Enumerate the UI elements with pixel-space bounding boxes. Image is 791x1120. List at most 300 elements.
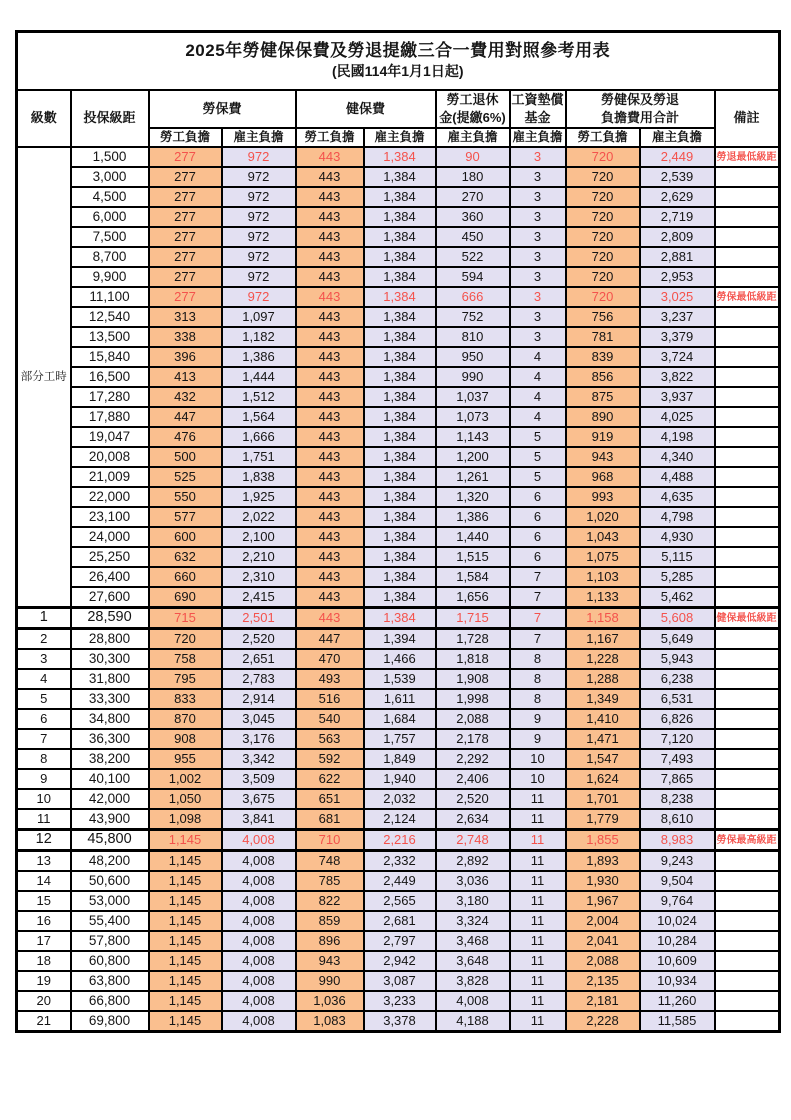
value-cell: 1,547 — [566, 749, 640, 769]
bracket-cell: 66,800 — [71, 991, 149, 1011]
value-cell: 443 — [296, 227, 364, 247]
value-cell: 5 — [510, 467, 566, 487]
value-cell: 450 — [436, 227, 510, 247]
table-row — [17, 507, 780, 527]
value-cell: 1,384 — [364, 547, 436, 567]
bracket-cell: 13,500 — [71, 327, 149, 347]
remark-cell — [715, 347, 780, 367]
value-cell: 710 — [296, 830, 364, 851]
header-total-line2: 負擔費用合計 — [600, 110, 679, 125]
value-cell: 3 — [510, 307, 566, 327]
value-cell: 919 — [566, 427, 640, 447]
remark-cell — [715, 729, 780, 749]
value-cell: 1,384 — [364, 427, 436, 447]
remark-cell — [715, 367, 780, 387]
value-cell: 1,466 — [364, 649, 436, 669]
value-cell: 1,143 — [436, 427, 510, 447]
value-cell: 1,384 — [364, 608, 436, 629]
bracket-cell: 57,800 — [71, 931, 149, 951]
value-cell: 990 — [296, 971, 364, 991]
value-cell: 3,379 — [640, 327, 715, 347]
value-cell: 1,384 — [364, 147, 436, 167]
value-cell: 943 — [296, 951, 364, 971]
value-cell: 720 — [566, 187, 640, 207]
value-cell: 822 — [296, 891, 364, 911]
value-cell: 1,684 — [364, 709, 436, 729]
remark-cell — [715, 789, 780, 809]
header-level: 級數 — [17, 90, 71, 147]
remark-cell — [715, 669, 780, 689]
value-cell: 1,384 — [364, 467, 436, 487]
value-cell: 758 — [149, 649, 222, 669]
value-cell: 1,167 — [566, 629, 640, 650]
value-cell: 1,384 — [364, 587, 436, 608]
level-cell: 4 — [17, 669, 71, 689]
remark-cell — [715, 447, 780, 467]
header-total — [566, 90, 715, 128]
table-row — [17, 769, 780, 789]
value-cell: 972 — [222, 207, 296, 227]
value-cell: 9,764 — [640, 891, 715, 911]
subheader-health-employer: 雇主負擔 — [364, 128, 436, 147]
value-cell: 277 — [149, 207, 222, 227]
value-cell: 313 — [149, 307, 222, 327]
value-cell: 277 — [149, 147, 222, 167]
value-cell: 1,098 — [149, 809, 222, 830]
value-cell: 1,384 — [364, 287, 436, 307]
value-cell: 2,520 — [222, 629, 296, 650]
value-cell: 2,415 — [222, 587, 296, 608]
remark-cell — [715, 629, 780, 650]
value-cell: 443 — [296, 287, 364, 307]
table-row — [17, 447, 780, 467]
level-cell: 15 — [17, 891, 71, 911]
value-cell: 11,260 — [640, 991, 715, 1011]
value-cell: 720 — [566, 147, 640, 167]
table-row — [17, 871, 780, 891]
value-cell: 1,666 — [222, 427, 296, 447]
value-cell: 2,748 — [436, 830, 510, 851]
value-cell: 1,893 — [566, 851, 640, 872]
value-cell: 4,008 — [222, 871, 296, 891]
title-cell — [17, 32, 780, 91]
value-cell: 1,145 — [149, 871, 222, 891]
value-cell: 3,342 — [222, 749, 296, 769]
value-cell: 3,828 — [436, 971, 510, 991]
value-cell: 9,243 — [640, 851, 715, 872]
value-cell: 5,649 — [640, 629, 715, 650]
bracket-cell: 23,100 — [71, 507, 149, 527]
value-cell: 6,826 — [640, 709, 715, 729]
value-cell: 2,565 — [364, 891, 436, 911]
value-cell: 3,937 — [640, 387, 715, 407]
value-cell: 785 — [296, 871, 364, 891]
value-cell: 1,145 — [149, 971, 222, 991]
page-subtitle: (民國114年1月1日起) — [332, 63, 464, 80]
level-cell: 5 — [17, 689, 71, 709]
value-cell: 180 — [436, 167, 510, 187]
value-cell: 338 — [149, 327, 222, 347]
value-cell: 5 — [510, 427, 566, 447]
remark-cell — [715, 207, 780, 227]
level-cell: 21 — [17, 1011, 71, 1032]
bracket-cell: 33,300 — [71, 689, 149, 709]
value-cell: 4,008 — [222, 911, 296, 931]
value-cell: 1,075 — [566, 547, 640, 567]
table-row — [17, 729, 780, 749]
bracket-cell: 25,250 — [71, 547, 149, 567]
subheader-wage-fund-employer: 雇主負擔 — [510, 128, 566, 147]
value-cell: 443 — [296, 547, 364, 567]
value-cell: 443 — [296, 347, 364, 367]
value-cell: 2,210 — [222, 547, 296, 567]
table-row — [17, 427, 780, 447]
value-cell: 11 — [510, 951, 566, 971]
value-cell: 443 — [296, 207, 364, 227]
value-cell: 277 — [149, 167, 222, 187]
bracket-cell: 30,300 — [71, 649, 149, 669]
remark-cell: 勞保最低級距 — [715, 287, 780, 307]
value-cell: 1,083 — [296, 1011, 364, 1032]
value-cell: 4 — [510, 347, 566, 367]
bracket-cell: 27,600 — [71, 587, 149, 608]
bracket-cell: 12,540 — [71, 307, 149, 327]
value-cell: 1,838 — [222, 467, 296, 487]
value-cell: 5,115 — [640, 547, 715, 567]
remark-cell — [715, 247, 780, 267]
table-row — [17, 287, 780, 307]
value-cell: 2,651 — [222, 649, 296, 669]
bracket-cell: 69,800 — [71, 1011, 149, 1032]
value-cell: 4 — [510, 407, 566, 427]
value-cell: 972 — [222, 227, 296, 247]
header-row-main — [17, 90, 780, 128]
value-cell: 632 — [149, 547, 222, 567]
value-cell: 2,406 — [436, 769, 510, 789]
value-cell: 2,228 — [566, 1011, 640, 1032]
level-cell: 7 — [17, 729, 71, 749]
remark-cell — [715, 1011, 780, 1032]
value-cell: 1,145 — [149, 951, 222, 971]
table-row — [17, 247, 780, 267]
level-cell: 13 — [17, 851, 71, 872]
page-title: 2025年勞健保保費及勞退提繳三合一費用對照參考用表 — [185, 41, 611, 61]
remark-cell — [715, 567, 780, 587]
value-cell: 1,037 — [436, 387, 510, 407]
table-row — [17, 649, 780, 669]
value-cell: 470 — [296, 649, 364, 669]
value-cell: 3,724 — [640, 347, 715, 367]
value-cell: 1,584 — [436, 567, 510, 587]
value-cell: 11 — [510, 911, 566, 931]
value-cell: 11 — [510, 971, 566, 991]
value-cell: 875 — [566, 387, 640, 407]
value-cell: 3 — [510, 167, 566, 187]
value-cell: 9 — [510, 709, 566, 729]
value-cell: 3,045 — [222, 709, 296, 729]
value-cell: 720 — [566, 247, 640, 267]
value-cell: 1,384 — [364, 507, 436, 527]
value-cell: 3 — [510, 207, 566, 227]
value-cell: 833 — [149, 689, 222, 709]
bracket-cell: 20,008 — [71, 447, 149, 467]
bracket-cell: 40,100 — [71, 769, 149, 789]
value-cell: 1,384 — [364, 207, 436, 227]
value-cell: 2,520 — [436, 789, 510, 809]
value-cell: 6 — [510, 507, 566, 527]
value-cell: 8 — [510, 669, 566, 689]
bracket-cell: 34,800 — [71, 709, 149, 729]
value-cell: 1,515 — [436, 547, 510, 567]
value-cell: 2,449 — [640, 147, 715, 167]
value-cell: 2,634 — [436, 809, 510, 830]
value-cell: 2,539 — [640, 167, 715, 187]
value-cell: 7,865 — [640, 769, 715, 789]
subheader-pension-employer: 雇主負擔 — [436, 128, 510, 147]
level-cell: 12 — [17, 830, 71, 851]
table-row — [17, 669, 780, 689]
value-cell: 3 — [510, 227, 566, 247]
value-cell: 522 — [436, 247, 510, 267]
bracket-cell: 24,000 — [71, 527, 149, 547]
value-cell: 1,145 — [149, 830, 222, 851]
bracket-cell: 16,500 — [71, 367, 149, 387]
remark-cell — [715, 749, 780, 769]
value-cell: 4,488 — [640, 467, 715, 487]
value-cell: 1,656 — [436, 587, 510, 608]
bracket-cell: 43,900 — [71, 809, 149, 830]
level-cell: 18 — [17, 951, 71, 971]
table-row — [17, 991, 780, 1011]
value-cell: 1,471 — [566, 729, 640, 749]
value-cell: 3,509 — [222, 769, 296, 789]
remark-cell — [715, 407, 780, 427]
value-cell: 2,181 — [566, 991, 640, 1011]
value-cell: 1,751 — [222, 447, 296, 467]
remark-cell — [715, 587, 780, 608]
table-row — [17, 749, 780, 769]
value-cell: 3 — [510, 267, 566, 287]
value-cell: 1,145 — [149, 911, 222, 931]
value-cell: 856 — [566, 367, 640, 387]
value-cell: 1,384 — [364, 347, 436, 367]
remark-cell — [715, 709, 780, 729]
value-cell: 277 — [149, 227, 222, 247]
value-cell: 1,384 — [364, 387, 436, 407]
value-cell: 968 — [566, 467, 640, 487]
value-cell: 493 — [296, 669, 364, 689]
bracket-cell: 17,280 — [71, 387, 149, 407]
remark-cell — [715, 187, 780, 207]
value-cell: 859 — [296, 911, 364, 931]
value-cell: 2,022 — [222, 507, 296, 527]
bracket-cell: 21,009 — [71, 467, 149, 487]
remark-cell — [715, 689, 780, 709]
value-cell: 972 — [222, 147, 296, 167]
header-remark: 備註 — [715, 90, 780, 147]
value-cell: 11 — [510, 931, 566, 951]
value-cell: 11 — [510, 991, 566, 1011]
remark-cell — [715, 931, 780, 951]
value-cell: 5,462 — [640, 587, 715, 608]
table-row — [17, 1011, 780, 1032]
remark-cell — [715, 891, 780, 911]
value-cell: 1,386 — [222, 347, 296, 367]
value-cell: 4,008 — [222, 951, 296, 971]
value-cell: 1,611 — [364, 689, 436, 709]
value-cell: 4,930 — [640, 527, 715, 547]
value-cell: 1,036 — [296, 991, 364, 1011]
value-cell: 10,609 — [640, 951, 715, 971]
value-cell: 1,624 — [566, 769, 640, 789]
value-cell: 1,386 — [436, 507, 510, 527]
value-cell: 3,180 — [436, 891, 510, 911]
value-cell: 1,757 — [364, 729, 436, 749]
value-cell: 443 — [296, 487, 364, 507]
value-cell: 1,701 — [566, 789, 640, 809]
value-cell: 277 — [149, 267, 222, 287]
table-row — [17, 187, 780, 207]
value-cell: 3,025 — [640, 287, 715, 307]
value-cell: 972 — [222, 247, 296, 267]
subheader-labor-employee: 勞工負擔 — [149, 128, 222, 147]
header-pension-line2: 金(提繳6%) — [439, 110, 506, 125]
bracket-cell: 42,000 — [71, 789, 149, 809]
value-cell: 896 — [296, 931, 364, 951]
value-cell: 4,188 — [436, 1011, 510, 1032]
value-cell: 810 — [436, 327, 510, 347]
bracket-cell: 8,700 — [71, 247, 149, 267]
value-cell: 270 — [436, 187, 510, 207]
value-cell: 6,531 — [640, 689, 715, 709]
value-cell: 990 — [436, 367, 510, 387]
bracket-cell: 1,500 — [71, 147, 149, 167]
value-cell: 4,025 — [640, 407, 715, 427]
header-wage-fund-line2: 基金 — [524, 110, 551, 125]
bracket-cell: 53,000 — [71, 891, 149, 911]
value-cell: 1,384 — [364, 247, 436, 267]
value-cell: 8 — [510, 689, 566, 709]
value-cell: 8,610 — [640, 809, 715, 830]
value-cell: 1,849 — [364, 749, 436, 769]
value-cell: 1,145 — [149, 991, 222, 1011]
level-cell: 6 — [17, 709, 71, 729]
value-cell: 1,073 — [436, 407, 510, 427]
value-cell: 577 — [149, 507, 222, 527]
header-pension — [436, 90, 510, 128]
value-cell: 2,088 — [566, 951, 640, 971]
value-cell: 4,008 — [222, 1011, 296, 1032]
table-row — [17, 891, 780, 911]
value-cell: 2,797 — [364, 931, 436, 951]
remark-cell — [715, 951, 780, 971]
bracket-cell: 4,500 — [71, 187, 149, 207]
bracket-cell: 45,800 — [71, 830, 149, 851]
table-row — [17, 147, 780, 167]
header-bracket: 投保級距 — [71, 90, 149, 147]
value-cell: 3 — [510, 247, 566, 267]
bracket-cell: 48,200 — [71, 851, 149, 872]
value-cell: 4,008 — [436, 991, 510, 1011]
remark-cell — [715, 167, 780, 187]
remark-cell — [715, 547, 780, 567]
value-cell: 1,728 — [436, 629, 510, 650]
remark-cell — [715, 427, 780, 447]
value-cell: 2,310 — [222, 567, 296, 587]
value-cell: 3,237 — [640, 307, 715, 327]
value-cell: 690 — [149, 587, 222, 608]
value-cell: 1,145 — [149, 931, 222, 951]
value-cell: 1,384 — [364, 567, 436, 587]
value-cell: 1,539 — [364, 669, 436, 689]
level-cell: 10 — [17, 789, 71, 809]
value-cell: 972 — [222, 187, 296, 207]
table-row — [17, 689, 780, 709]
value-cell: 1,855 — [566, 830, 640, 851]
bracket-cell: 36,300 — [71, 729, 149, 749]
value-cell: 870 — [149, 709, 222, 729]
value-cell: 4,008 — [222, 991, 296, 1011]
value-cell: 1,384 — [364, 367, 436, 387]
remark-cell: 健保最低級距 — [715, 608, 780, 629]
value-cell: 839 — [566, 347, 640, 367]
value-cell: 1,410 — [566, 709, 640, 729]
value-cell: 4,340 — [640, 447, 715, 467]
value-cell: 1,384 — [364, 487, 436, 507]
value-cell: 1,145 — [149, 891, 222, 911]
value-cell: 720 — [566, 227, 640, 247]
bracket-cell: 38,200 — [71, 749, 149, 769]
value-cell: 10,284 — [640, 931, 715, 951]
value-cell: 1,020 — [566, 507, 640, 527]
value-cell: 720 — [566, 207, 640, 227]
level-cell: 8 — [17, 749, 71, 769]
value-cell: 432 — [149, 387, 222, 407]
bracket-cell: 50,600 — [71, 871, 149, 891]
value-cell: 443 — [296, 447, 364, 467]
value-cell: 413 — [149, 367, 222, 387]
value-cell: 720 — [566, 167, 640, 187]
value-cell: 1,908 — [436, 669, 510, 689]
value-cell: 748 — [296, 851, 364, 872]
table-row — [17, 629, 780, 650]
table-row — [17, 327, 780, 347]
remark-cell — [715, 809, 780, 830]
value-cell: 443 — [296, 527, 364, 547]
value-cell: 3,176 — [222, 729, 296, 749]
value-cell: 1,715 — [436, 608, 510, 629]
remark-cell — [715, 911, 780, 931]
title-row — [17, 32, 780, 91]
value-cell: 9 — [510, 729, 566, 749]
value-cell: 1,002 — [149, 769, 222, 789]
table-row — [17, 830, 780, 851]
value-cell: 2,088 — [436, 709, 510, 729]
table-row — [17, 951, 780, 971]
remark-cell — [715, 327, 780, 347]
value-cell: 277 — [149, 287, 222, 307]
bracket-cell: 28,590 — [71, 608, 149, 629]
remark-cell: 勞保最高級距 — [715, 830, 780, 851]
subheader-total-employer: 雇主負擔 — [640, 128, 715, 147]
value-cell: 443 — [296, 167, 364, 187]
level-cell: 2 — [17, 629, 71, 650]
value-cell: 666 — [436, 287, 510, 307]
value-cell: 4 — [510, 367, 566, 387]
value-cell: 720 — [566, 267, 640, 287]
value-cell: 1,043 — [566, 527, 640, 547]
value-cell: 1,384 — [364, 307, 436, 327]
